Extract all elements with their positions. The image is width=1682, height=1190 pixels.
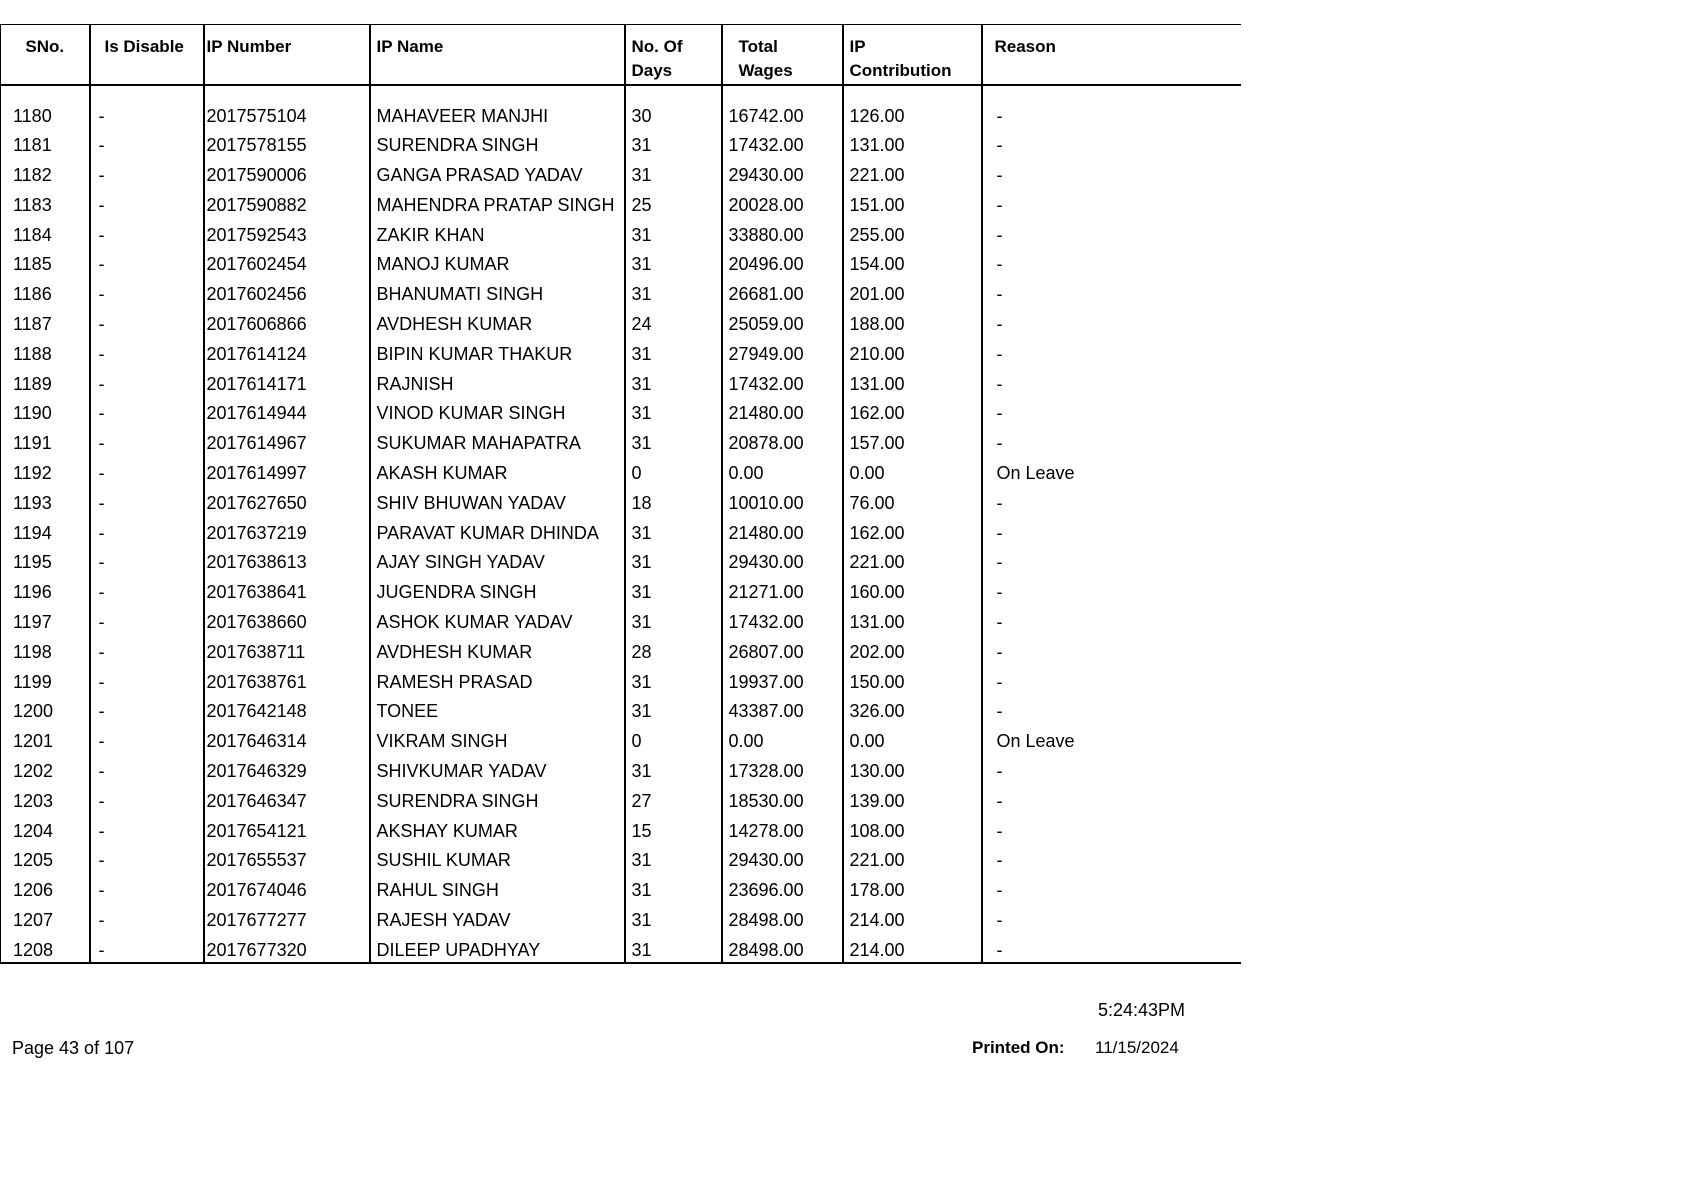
cell-total-wages: 26807.00 <box>722 635 843 665</box>
cell-sno: 1184 <box>1 218 90 248</box>
cell-ip-contribution: 210.00 <box>843 337 982 367</box>
cell-reason: - <box>996 343 1003 364</box>
cell-sno: 1185 <box>1 247 90 277</box>
cell-ip-contribution: 131.00 <box>843 367 982 397</box>
cell-is-disable: - <box>90 188 204 218</box>
cell-ip-number: 2017614967 <box>204 426 370 456</box>
cell-no-of-days: 31 <box>625 367 722 397</box>
cell-reason: - <box>996 671 1003 692</box>
table-row <box>1 516 1241 546</box>
cell-sno: 1197 <box>1 605 90 635</box>
cell-ip-contribution: 255.00 <box>843 218 982 248</box>
cell-no-of-days: 31 <box>625 277 722 307</box>
table-row <box>1 575 1241 605</box>
cell-sno: 1183 <box>1 188 90 218</box>
cell-is-disable: - <box>90 367 204 397</box>
cell-ip-contribution: 162.00 <box>843 516 982 546</box>
table-row <box>1 545 1241 575</box>
table-row <box>1 307 1241 337</box>
cell-reason: - <box>996 224 1003 245</box>
cell-no-of-days: 25 <box>625 188 722 218</box>
cell-ip-name: AKSHAY KUMAR <box>370 814 625 844</box>
cell-ip-name: JUGENDRA SINGH <box>370 575 625 605</box>
table-row <box>1 158 1241 188</box>
cell-sno: 1192 <box>1 456 90 486</box>
cell-reason: - <box>982 933 1241 963</box>
cell-ip-name: SHIV BHUWAN YADAV <box>370 486 625 516</box>
header-is-disable: Is Disable <box>90 25 204 85</box>
cell-sno: 1188 <box>1 337 90 367</box>
cell-total-wages: 17432.00 <box>722 128 843 158</box>
cell-reason: - <box>996 552 1003 573</box>
cell-no-of-days: 31 <box>625 426 722 456</box>
cell-reason: On Leave <box>996 731 1075 752</box>
cell-no-of-days: 31 <box>625 575 722 605</box>
table-row <box>1 754 1241 784</box>
cell-total-wages: 23696.00 <box>722 873 843 903</box>
cell-total-wages: 43387.00 <box>722 694 843 724</box>
cell-no-of-days: 31 <box>625 218 722 248</box>
cell-is-disable: - <box>90 903 204 933</box>
cell-reason: - <box>996 254 1003 275</box>
cell-reason: - <box>996 910 1003 931</box>
table-row <box>1 367 1241 397</box>
cell-reason: - <box>996 701 1003 722</box>
cell-ip-name: RAHUL SINGH <box>370 873 625 903</box>
cell-total-wages: 0.00 <box>722 724 843 754</box>
ip-contribution-table <box>0 24 1241 964</box>
cell-is-disable: - <box>90 814 204 844</box>
cell-total-wages: 29430.00 <box>722 545 843 575</box>
header-no-of-days: No. Of Days <box>625 25 722 85</box>
cell-sno: 1191 <box>1 426 90 456</box>
cell-ip-name: VIKRAM SINGH <box>370 724 625 754</box>
cell-sno: 1190 <box>1 396 90 426</box>
cell-is-disable: - <box>90 665 204 695</box>
cell-is-disable: - <box>90 426 204 456</box>
cell-reason: - <box>996 880 1003 901</box>
cell-reason: - <box>996 761 1003 782</box>
table-row <box>1 188 1241 218</box>
cell-ip-name: SUSHIL KUMAR <box>370 843 625 873</box>
cell-ip-number: 2017590882 <box>204 188 370 218</box>
cell-ip-contribution: 214.00 <box>843 903 982 933</box>
cell-reason: - <box>996 850 1003 871</box>
cell-sno: 1195 <box>1 545 90 575</box>
cell-no-of-days: 31 <box>625 873 722 903</box>
cell-ip-contribution: 154.00 <box>843 247 982 277</box>
cell-total-wages: 21271.00 <box>722 575 843 605</box>
cell-total-wages: 17328.00 <box>722 754 843 784</box>
cell-ip-name: SURENDRA SINGH <box>370 128 625 158</box>
cell-ip-number: 2017646314 <box>204 724 370 754</box>
cell-ip-contribution: 139.00 <box>843 784 982 814</box>
cell-ip-number: 2017638711 <box>204 635 370 665</box>
cell-ip-name: PARAVAT KUMAR DHINDA <box>370 516 625 546</box>
cell-ip-number: 2017614171 <box>204 367 370 397</box>
cell-is-disable: - <box>90 545 204 575</box>
cell-ip-number: 2017646347 <box>204 784 370 814</box>
cell-ip-contribution: 76.00 <box>843 486 982 516</box>
cell-ip-name: DILEEP UPADHYAY <box>370 933 625 963</box>
cell-ip-number: 2017614124 <box>204 337 370 367</box>
cell-is-disable: - <box>90 843 204 873</box>
cell-total-wages: 28498.00 <box>722 903 843 933</box>
cell-is-disable: - <box>90 605 204 635</box>
cell-reason: - <box>996 194 1003 215</box>
cell-no-of-days: 31 <box>625 545 722 575</box>
cell-total-wages: 19937.00 <box>722 665 843 695</box>
cell-sno: 1181 <box>1 128 90 158</box>
cell-no-of-days: 18 <box>625 486 722 516</box>
cell-is-disable: - <box>90 247 204 277</box>
cell-is-disable: - <box>90 396 204 426</box>
cell-sno: 1182 <box>1 158 90 188</box>
cell-ip-name: AKASH KUMAR <box>370 456 625 486</box>
table-row <box>1 337 1241 367</box>
cell-ip-number: 2017614944 <box>204 396 370 426</box>
cell-ip-name: VINOD KUMAR SINGH <box>370 396 625 426</box>
cell-ip-contribution: 130.00 <box>843 754 982 784</box>
header-reason: Reason <box>982 25 1241 85</box>
table-row <box>1 635 1241 665</box>
cell-ip-name: SUKUMAR MAHAPATRA <box>370 426 625 456</box>
cell-ip-number: 2017674046 <box>204 873 370 903</box>
table-row <box>1 903 1241 933</box>
cell-sno: 1199 <box>1 665 90 695</box>
cell-ip-number: 2017637219 <box>204 516 370 546</box>
cell-ip-name: RAMESH PRASAD <box>370 665 625 695</box>
cell-ip-contribution: 157.00 <box>843 426 982 456</box>
cell-reason: On Leave <box>996 463 1075 484</box>
cell-is-disable: - <box>90 575 204 605</box>
table-row <box>1 486 1241 516</box>
cell-ip-name: AVDHESH KUMAR <box>370 635 625 665</box>
header-ip-number: IP Number <box>204 25 370 85</box>
cell-ip-contribution: 131.00 <box>843 605 982 635</box>
cell-ip-name: RAJESH YADAV <box>370 903 625 933</box>
cell-sno: 1189 <box>1 367 90 397</box>
cell-is-disable: - <box>90 873 204 903</box>
table-row <box>1 605 1241 635</box>
table-body <box>1 85 1241 963</box>
cell-ip-contribution: 202.00 <box>843 635 982 665</box>
cell-ip-name: BIPIN KUMAR THAKUR <box>370 337 625 367</box>
cell-ip-contribution: 0.00 <box>843 724 982 754</box>
cell-ip-name: RAJNISH <box>370 367 625 397</box>
cell-sno: 1203 <box>1 784 90 814</box>
table-row <box>1 426 1241 456</box>
table-row <box>1 694 1241 724</box>
cell-ip-name: TONEE <box>370 694 625 724</box>
cell-sno: 1200 <box>1 694 90 724</box>
cell-is-disable: - <box>90 694 204 724</box>
cell-sno: 1196 <box>1 575 90 605</box>
cell-ip-name: ZAKIR KHAN <box>370 218 625 248</box>
cell-total-wages: 25059.00 <box>722 307 843 337</box>
cell-no-of-days: 31 <box>625 665 722 695</box>
cell-sno: 1194 <box>1 516 90 546</box>
cell-sno: 1180 <box>1 99 90 129</box>
cell-no-of-days: 0 <box>625 724 722 754</box>
cell-total-wages: 26681.00 <box>722 277 843 307</box>
cell-is-disable: - <box>90 486 204 516</box>
cell-ip-name: SURENDRA SINGH <box>370 784 625 814</box>
cell-reason: - <box>996 403 1003 424</box>
cell-ip-name: MANOJ KUMAR <box>370 247 625 277</box>
cell-ip-number: 2017578155 <box>204 128 370 158</box>
header-sno: SNo. <box>1 25 90 85</box>
cell-ip-number: 2017638761 <box>204 665 370 695</box>
cell-is-disable: - <box>90 784 204 814</box>
print-time: 5:24:43PM <box>1098 1000 1186 1020</box>
table-header-row <box>1 25 1241 85</box>
cell-no-of-days: 15 <box>625 814 722 844</box>
cell-total-wages: 17432.00 <box>722 367 843 397</box>
cell-total-wages: 17432.00 <box>722 605 843 635</box>
cell-reason: - <box>996 373 1003 394</box>
cell-is-disable: - <box>90 128 204 158</box>
cell-total-wages: 0.00 <box>722 456 843 486</box>
cell-total-wages: 20028.00 <box>722 188 843 218</box>
table-row <box>1 218 1241 248</box>
cell-ip-number: 2017638660 <box>204 605 370 635</box>
cell-is-disable: - <box>90 516 204 546</box>
cell-ip-contribution: 160.00 <box>843 575 982 605</box>
cell-reason: - <box>996 492 1003 513</box>
cell-reason: - <box>996 105 1003 126</box>
cell-no-of-days: 31 <box>625 396 722 426</box>
cell-sno: 1204 <box>1 814 90 844</box>
cell-ip-number: 2017602456 <box>204 277 370 307</box>
cell-ip-number: 2017677277 <box>204 903 370 933</box>
printed-on-date: 11/15/2024 <box>1095 1038 1179 1057</box>
cell-ip-name: AJAY SINGH YADAV <box>370 545 625 575</box>
cell-no-of-days: 31 <box>625 903 722 933</box>
table-row <box>1 724 1241 754</box>
header-ip-name: IP Name <box>370 25 625 85</box>
cell-ip-name: MAHENDRA PRATAP SINGH <box>370 188 625 218</box>
cell-total-wages: 16742.00 <box>722 99 843 129</box>
cell-sno: 1187 <box>1 307 90 337</box>
cell-total-wages: 28498.00 <box>722 933 843 963</box>
cell-ip-name: BHANUMATI SINGH <box>370 277 625 307</box>
cell-sno: 1186 <box>1 277 90 307</box>
cell-ip-contribution: 151.00 <box>843 188 982 218</box>
table-row <box>1 873 1241 903</box>
cell-is-disable: - <box>90 635 204 665</box>
cell-reason: - <box>996 135 1003 156</box>
cell-no-of-days: 31 <box>625 843 722 873</box>
cell-ip-number: 2017592543 <box>204 218 370 248</box>
cell-ip-name: SHIVKUMAR YADAV <box>370 754 625 784</box>
cell-ip-number: 2017602454 <box>204 247 370 277</box>
table-row <box>1 277 1241 307</box>
cell-ip-contribution: 150.00 <box>843 665 982 695</box>
cell-ip-number: 2017677320 <box>204 933 370 963</box>
cell-ip-contribution: 221.00 <box>843 158 982 188</box>
cell-ip-name: GANGA PRASAD YADAV <box>370 158 625 188</box>
cell-total-wages: 14278.00 <box>722 814 843 844</box>
cell-reason: - <box>996 820 1003 841</box>
cell-total-wages: 29430.00 <box>722 843 843 873</box>
cell-ip-number: 2017638613 <box>204 545 370 575</box>
header-ip-contribution: IP Contribution <box>843 25 982 85</box>
cell-reason: - <box>996 612 1003 633</box>
cell-reason: - <box>996 284 1003 305</box>
cell-ip-name: MAHAVEER MANJHI <box>370 99 625 129</box>
cell-total-wages: 18530.00 <box>722 784 843 814</box>
printed-on-label: Printed On: <box>972 1038 1065 1057</box>
cell-ip-contribution: 108.00 <box>843 814 982 844</box>
cell-no-of-days: 31 <box>625 694 722 724</box>
cell-ip-contribution: 188.00 <box>843 307 982 337</box>
cell-no-of-days: 31 <box>625 337 722 367</box>
cell-total-wages: 10010.00 <box>722 486 843 516</box>
cell-is-disable: - <box>90 456 204 486</box>
cell-no-of-days: 31 <box>625 605 722 635</box>
cell-is-disable: - <box>90 933 204 963</box>
cell-ip-contribution: 178.00 <box>843 873 982 903</box>
cell-total-wages: 20878.00 <box>722 426 843 456</box>
header-total-wages: Total Wages <box>722 25 843 85</box>
cell-sno: 1202 <box>1 754 90 784</box>
table-row <box>1 933 1241 963</box>
cell-sno: 1207 <box>1 903 90 933</box>
cell-ip-number: 2017638641 <box>204 575 370 605</box>
cell-sno: 1205 <box>1 843 90 873</box>
cell-ip-name: ASHOK KUMAR YADAV <box>370 605 625 635</box>
cell-no-of-days: 30 <box>625 99 722 129</box>
cell-is-disable: - <box>90 307 204 337</box>
table-row <box>1 843 1241 873</box>
table-row <box>1 247 1241 277</box>
table-row <box>1 784 1241 814</box>
table-row <box>1 456 1241 486</box>
cell-ip-contribution: 221.00 <box>843 843 982 873</box>
cell-no-of-days: 28 <box>625 635 722 665</box>
cell-ip-number: 2017642148 <box>204 694 370 724</box>
cell-reason: - <box>996 790 1003 811</box>
cell-total-wages: 27949.00 <box>722 337 843 367</box>
cell-sno: 1208 <box>1 933 90 963</box>
cell-ip-contribution: 201.00 <box>843 277 982 307</box>
cell-ip-contribution: 162.00 <box>843 396 982 426</box>
cell-no-of-days: 31 <box>625 516 722 546</box>
cell-reason: - <box>996 522 1003 543</box>
cell-is-disable: - <box>90 724 204 754</box>
cell-is-disable: - <box>90 158 204 188</box>
cell-no-of-days: 31 <box>625 158 722 188</box>
cell-ip-number: 2017646329 <box>204 754 370 784</box>
cell-ip-contribution: 214.00 <box>843 933 982 963</box>
cell-ip-contribution: 126.00 <box>843 99 982 129</box>
cell-ip-number: 2017606866 <box>204 307 370 337</box>
cell-ip-number: 2017654121 <box>204 814 370 844</box>
cell-no-of-days: 31 <box>625 754 722 784</box>
cell-ip-name: AVDHESH KUMAR <box>370 307 625 337</box>
table-row <box>1 396 1241 426</box>
table-row <box>1 128 1241 158</box>
table-spacer-row <box>1 85 1241 99</box>
cell-sno: 1206 <box>1 873 90 903</box>
cell-reason: - <box>996 314 1003 335</box>
cell-reason: - <box>996 582 1003 603</box>
cell-no-of-days: 0 <box>625 456 722 486</box>
cell-ip-number: 2017575104 <box>204 99 370 129</box>
cell-no-of-days: 31 <box>625 128 722 158</box>
cell-is-disable: - <box>90 218 204 248</box>
table-row <box>1 665 1241 695</box>
page-indicator: Page 43 of 107 <box>12 1038 135 1058</box>
cell-total-wages: 21480.00 <box>722 516 843 546</box>
cell-is-disable: - <box>90 337 204 367</box>
cell-is-disable: - <box>90 277 204 307</box>
cell-total-wages: 33880.00 <box>722 218 843 248</box>
cell-ip-number: 2017590006 <box>204 158 370 188</box>
cell-sno: 1201 <box>1 724 90 754</box>
cell-total-wages: 29430.00 <box>722 158 843 188</box>
cell-no-of-days: 24 <box>625 307 722 337</box>
cell-reason: - <box>996 165 1003 186</box>
cell-ip-number: 2017614997 <box>204 456 370 486</box>
cell-is-disable: - <box>90 99 204 129</box>
cell-total-wages: 21480.00 <box>722 396 843 426</box>
cell-is-disable: - <box>90 754 204 784</box>
table-row <box>1 99 1241 129</box>
contribution-report <box>0 24 1240 964</box>
cell-ip-number: 2017627650 <box>204 486 370 516</box>
table-row <box>1 814 1241 844</box>
cell-ip-number: 2017655537 <box>204 843 370 873</box>
cell-sno: 1193 <box>1 486 90 516</box>
cell-no-of-days: 31 <box>625 933 722 963</box>
cell-no-of-days: 27 <box>625 784 722 814</box>
cell-ip-contribution: 221.00 <box>843 545 982 575</box>
cell-reason: - <box>996 433 1003 454</box>
cell-ip-contribution: 131.00 <box>843 128 982 158</box>
cell-no-of-days: 31 <box>625 247 722 277</box>
cell-sno: 1198 <box>1 635 90 665</box>
cell-total-wages: 20496.00 <box>722 247 843 277</box>
cell-reason: - <box>996 641 1003 662</box>
cell-ip-contribution: 326.00 <box>843 694 982 724</box>
cell-ip-contribution: 0.00 <box>843 456 982 486</box>
